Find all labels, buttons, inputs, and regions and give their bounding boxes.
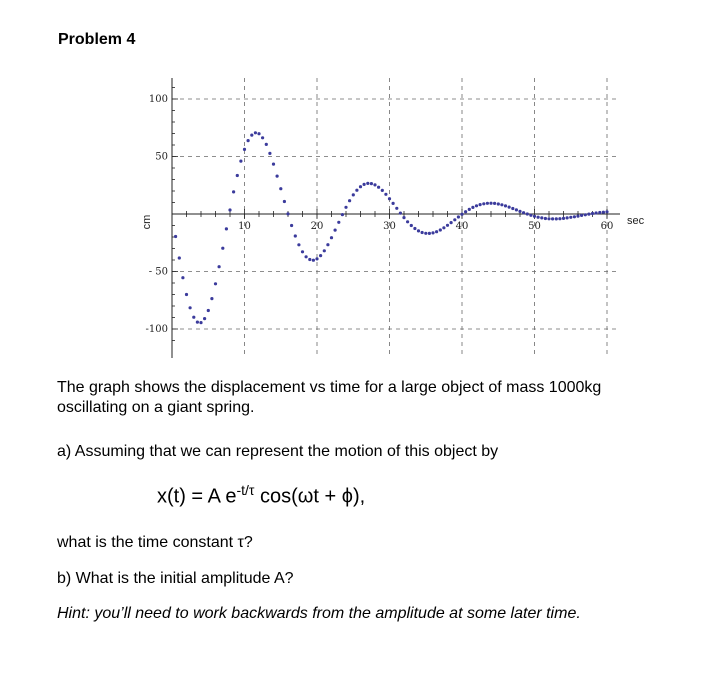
data-point — [344, 206, 347, 209]
data-point — [272, 163, 275, 166]
data-point — [239, 160, 242, 163]
data-point — [602, 211, 605, 214]
data-point — [529, 214, 532, 217]
data-point — [370, 182, 373, 185]
data-point — [388, 197, 391, 200]
data-point — [500, 203, 503, 206]
part-a-question: what is the time constant τ? — [57, 534, 253, 551]
data-point — [471, 206, 474, 209]
data-point — [265, 143, 268, 146]
x-tick-label: 60 — [600, 221, 614, 232]
data-point — [453, 218, 456, 221]
formula-exponent: -t/τ — [236, 482, 255, 498]
x-tick-label: 20 — [310, 221, 324, 232]
data-point — [421, 231, 424, 234]
data-point — [236, 174, 239, 177]
data-point — [301, 250, 304, 253]
data-point — [522, 211, 525, 214]
data-point — [533, 215, 536, 218]
data-point — [337, 221, 340, 224]
data-point — [232, 190, 235, 193]
data-point — [243, 148, 246, 151]
data-point — [489, 202, 492, 205]
data-point — [283, 200, 286, 203]
problem-title: Problem 4 — [58, 31, 136, 48]
data-point — [493, 202, 496, 205]
x-tick-label: 10 — [238, 221, 251, 232]
data-point — [373, 183, 376, 186]
data-point — [286, 212, 289, 215]
data-point — [192, 316, 195, 319]
data-point — [591, 212, 594, 215]
data-point — [482, 202, 485, 205]
description-line-2: oscillating on a giant spring. — [57, 399, 255, 416]
data-point — [181, 276, 184, 279]
data-point — [196, 321, 199, 324]
data-point — [587, 213, 590, 216]
data-point — [174, 235, 177, 238]
data-point — [392, 202, 395, 205]
x-tick-label: 40 — [455, 221, 469, 232]
data-point — [551, 217, 554, 220]
data-point — [479, 203, 482, 206]
part-b-question: b) What is the initial amplitude A? — [57, 570, 294, 587]
y-tick-label: -100 — [145, 324, 168, 335]
data-point — [402, 216, 405, 219]
data-point — [257, 132, 260, 135]
data-point — [428, 232, 431, 235]
description-line-1: The graph shows the displacement vs time for a large object of mass 1000kg — [57, 379, 602, 396]
data-point — [504, 204, 507, 207]
data-point — [464, 210, 467, 213]
data-point — [605, 210, 608, 213]
data-point — [178, 256, 181, 259]
data-point — [399, 212, 402, 215]
data-point — [341, 213, 344, 216]
data-point — [540, 216, 543, 219]
data-point — [413, 227, 416, 230]
data-point — [276, 175, 279, 178]
damped-oscillation-formula — [157, 482, 365, 509]
y-tick-label: 100 — [148, 94, 168, 105]
data-point — [569, 216, 572, 219]
data-point — [199, 321, 202, 324]
y-tick-label: 50 — [155, 151, 168, 163]
data-point — [279, 187, 282, 190]
data-point — [424, 232, 427, 235]
data-point — [446, 224, 449, 227]
data-point — [511, 207, 514, 210]
data-point — [468, 208, 471, 211]
data-point — [305, 255, 308, 258]
data-point — [225, 227, 228, 230]
data-point — [359, 185, 362, 188]
x-tick-label: 50 — [528, 221, 541, 232]
data-point — [566, 216, 569, 219]
data-point — [290, 224, 293, 227]
data-point — [598, 211, 601, 214]
data-point — [450, 221, 453, 224]
data-point — [544, 217, 547, 220]
data-point — [580, 214, 583, 217]
data-point — [261, 136, 264, 139]
data-point — [326, 243, 329, 246]
data-point — [247, 139, 250, 142]
data-point — [457, 215, 460, 218]
data-point — [562, 217, 565, 220]
data-point — [515, 208, 518, 211]
data-point — [323, 249, 326, 252]
formula-main: x(t) = A e — [157, 485, 237, 508]
data-point — [558, 217, 561, 220]
data-point — [518, 210, 521, 213]
data-point — [319, 254, 322, 257]
data-point — [210, 297, 213, 300]
data-point — [355, 189, 358, 192]
hint-text: Hint: you’ll need to work backwards from the amplitude at some later time. — [57, 605, 581, 622]
data-point — [475, 204, 478, 207]
data-point — [268, 152, 271, 155]
data-point — [576, 215, 579, 218]
y-tick-label: - 50 — [148, 266, 168, 278]
data-point — [584, 213, 587, 216]
data-point — [377, 186, 380, 189]
data-point — [573, 215, 576, 218]
data-point — [294, 234, 297, 237]
data-point — [352, 193, 355, 196]
data-point — [435, 230, 438, 233]
data-point — [207, 309, 210, 312]
y-axis-label: cm — [141, 214, 153, 230]
data-point — [410, 224, 413, 227]
formula-tail: cos(ωt + ϕ), — [254, 485, 366, 508]
data-point — [547, 217, 550, 220]
data-point — [526, 212, 529, 215]
data-point — [312, 259, 315, 262]
data-point — [395, 207, 398, 210]
data-point — [214, 282, 217, 285]
data-point — [189, 306, 192, 309]
data-point — [218, 265, 221, 268]
data-point — [250, 134, 253, 137]
data-point — [348, 199, 351, 202]
data-point — [431, 231, 434, 234]
data-point — [460, 213, 463, 216]
data-point — [297, 243, 300, 246]
data-point — [366, 182, 369, 185]
x-axis-label: sec — [627, 215, 645, 227]
data-point — [508, 206, 511, 209]
x-tick-label: 30 — [383, 221, 396, 232]
data-point — [185, 293, 188, 296]
data-point — [595, 211, 598, 214]
data-point — [203, 317, 206, 320]
data-point — [228, 208, 231, 211]
data-point — [442, 226, 445, 229]
data-point — [406, 220, 409, 223]
data-point — [308, 258, 311, 261]
data-point — [417, 229, 420, 232]
data-point — [381, 189, 384, 192]
data-point — [497, 202, 500, 205]
data-point — [334, 229, 337, 232]
data-point — [254, 131, 257, 134]
data-point — [221, 247, 224, 250]
data-point — [537, 216, 540, 219]
data-point — [330, 236, 333, 239]
data-point — [384, 193, 387, 196]
data-point — [315, 257, 318, 260]
data-point — [555, 217, 558, 220]
data-point — [486, 202, 489, 205]
data-point — [439, 228, 442, 231]
data-point — [363, 183, 366, 186]
part-a-intro: a) Assuming that we can represent the motion of this object by — [57, 443, 499, 460]
